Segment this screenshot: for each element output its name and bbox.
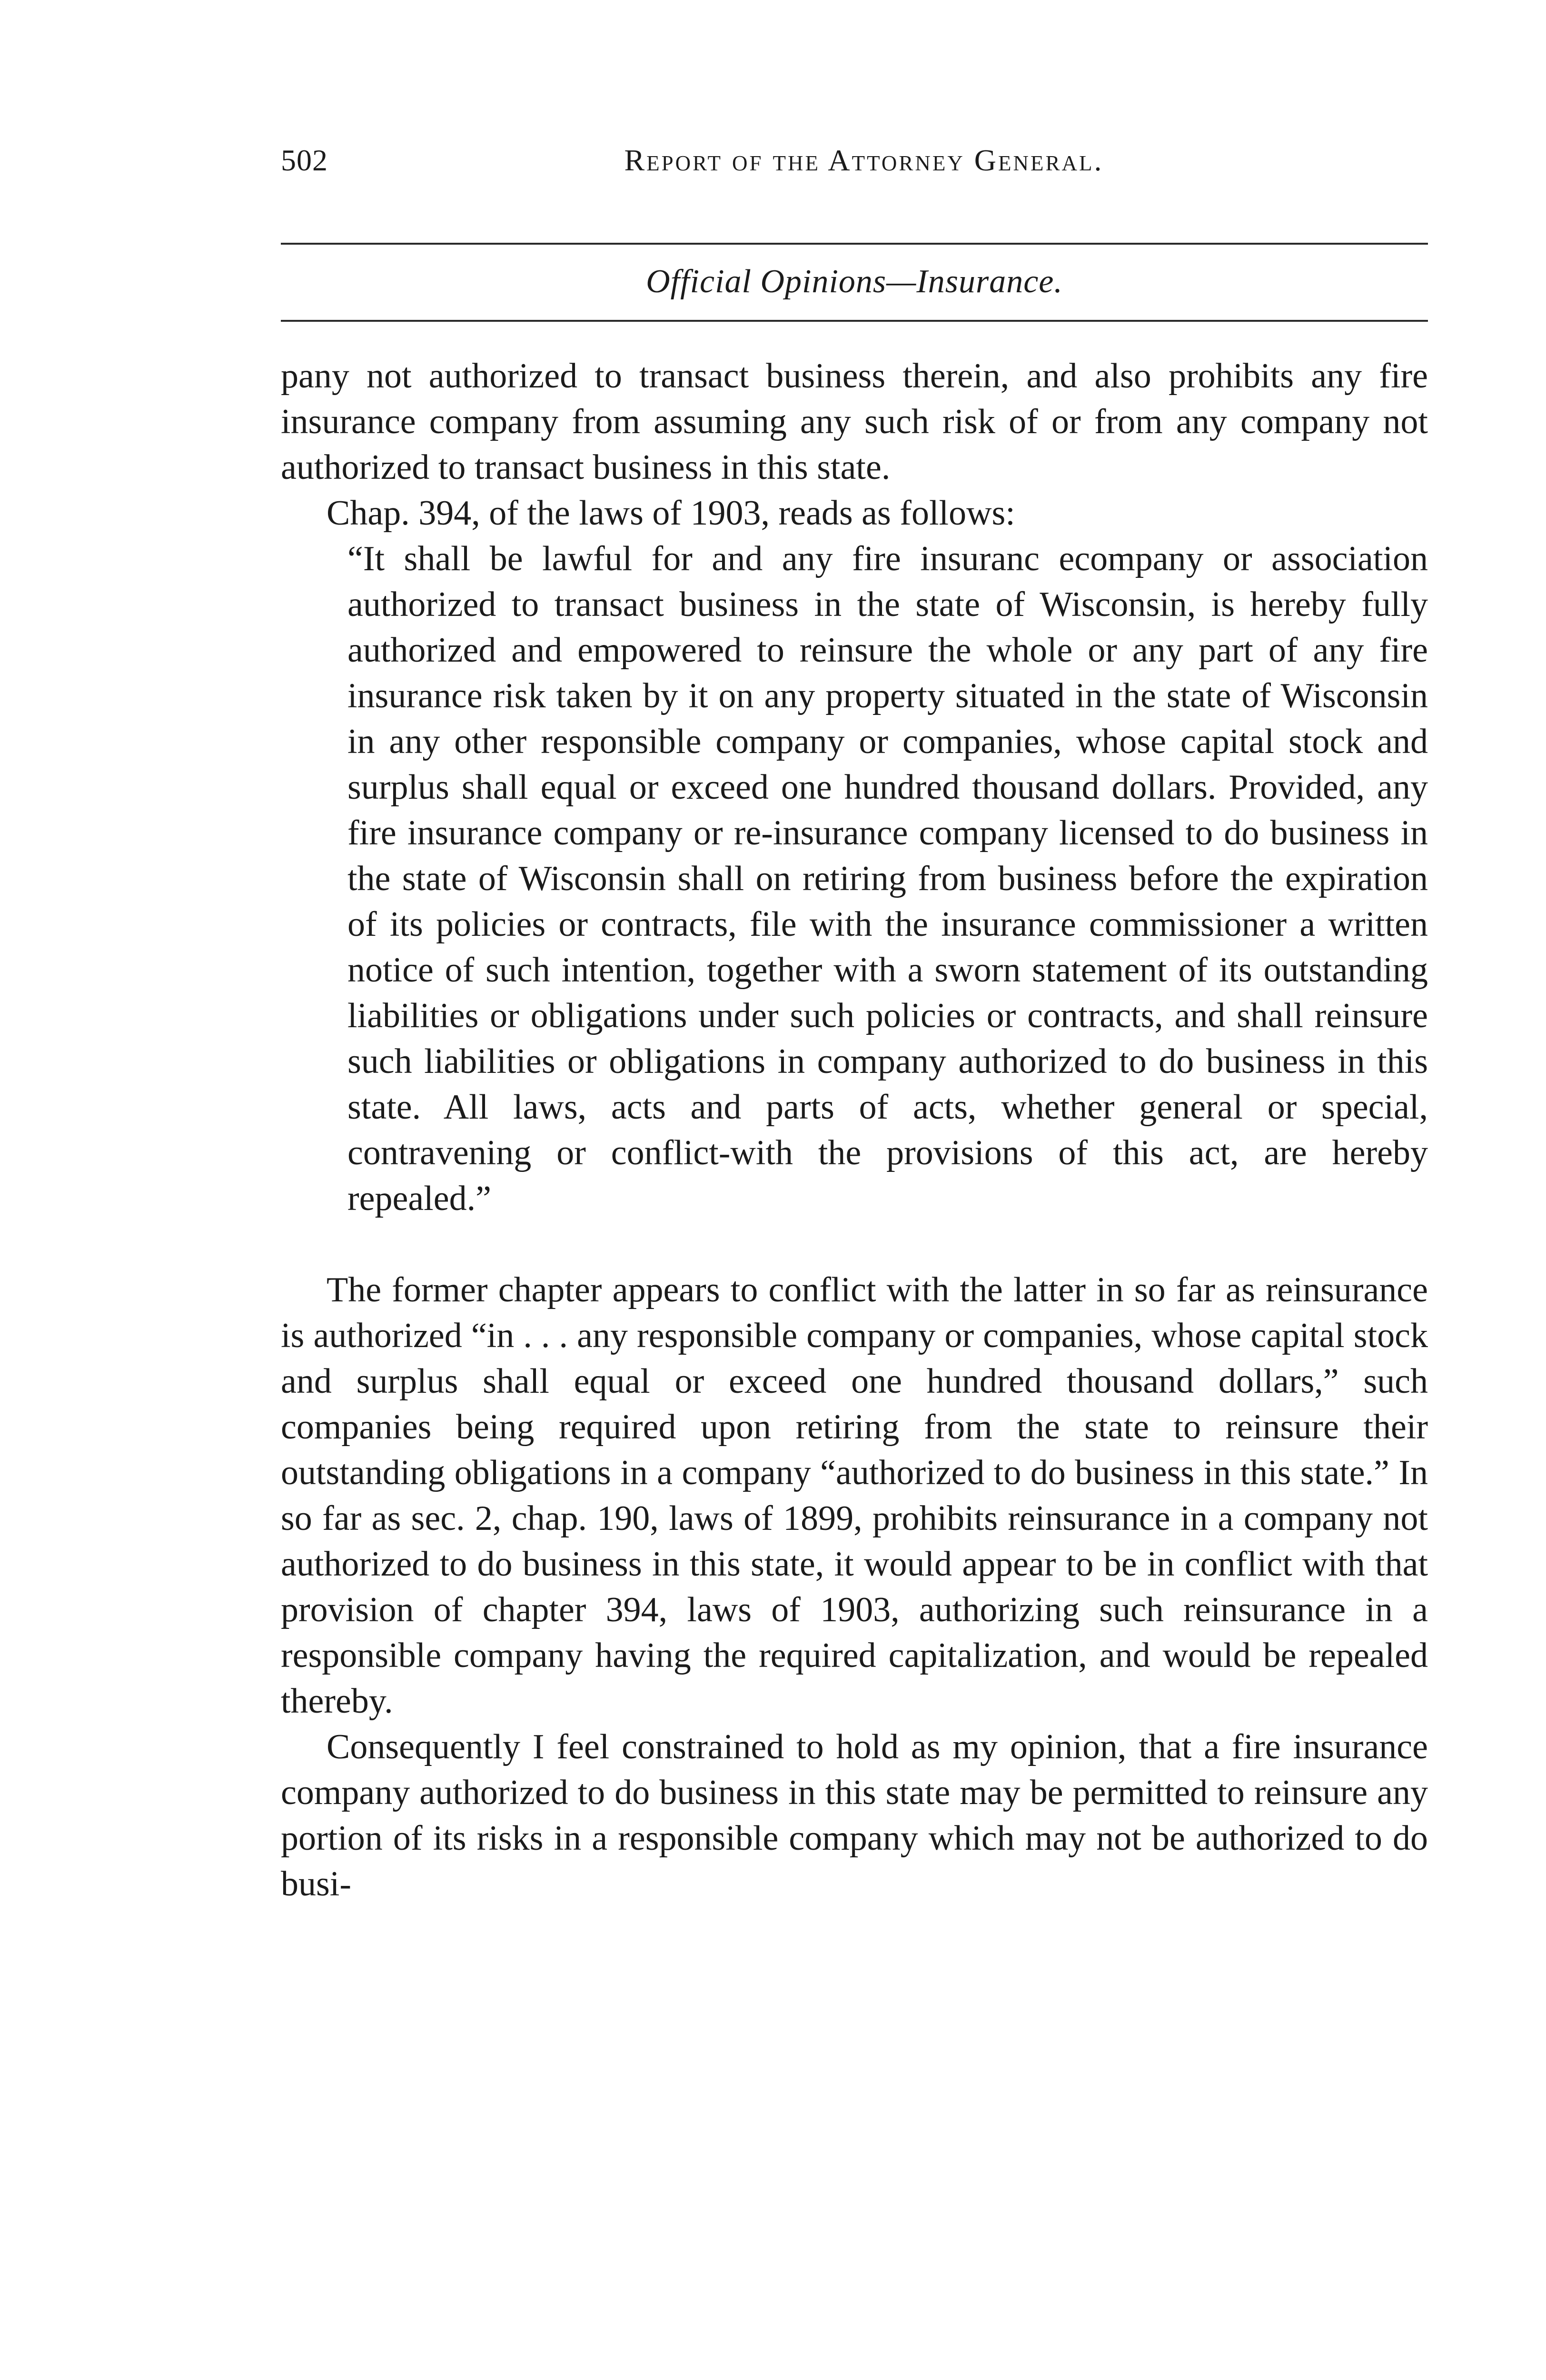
paragraph-analysis: The former chapter appears to conflict with the latter in so far as reinsurance is authorized “in . . . any responsible company or companies, whose capital stock and surplus shall equal or exceed one hundred thousand dollars,” such companies being required upon retiring from the state to reinsure their outstanding obligations in a company “authorized to do business in this state.” In so far as sec. 2, chap. 190, laws of 1899, prohibits reinsurance in a company not authorized to do business in this state, it would appear to be in conflict with that provision of chapter 394, laws of 1903, authorizing such reinsurance in a responsible company having the required capitalization, and would be repealed thereby.	[281, 1270, 1428, 1721]
paragraph-chapter-intro: Chap. 394, of the laws of 1903, reads as follows:	[327, 494, 1015, 533]
paragraph-spacer	[281, 1221, 1428, 1267]
document-page	[281, 143, 1428, 1907]
body-text	[281, 353, 1428, 1907]
block-quote-statute: “It shall be lawful for and any fire insuranc ecompany or association authorized to transact business in the state of Wisconsin, is hereby fully authorized and empowered to reinsure the whole or any part of any fire insurance risk taken by it on any property situated in the state of Wisconsin in any other responsible company or companies, whose capital stock and surplus shall equal or exceed one hundred thousand dollars. Provided, any fire insurance company or re-insurance company licensed to do business in the state of Wisconsin shall on retiring from business before the expiration of its policies or contracts, file with the insurance commissioner a written notice of such intention, together with a sworn statement of its outstanding liabilities or obligations under such policies or contracts, and shall reinsure such liabilities or obligations in company authorized to do business in this state. All laws, acts and parts of acts, whether general or special, contravening or conflict-with the provisions of this act, are hereby repealed.”	[347, 539, 1428, 1218]
header-rule-bottom	[281, 320, 1428, 322]
paragraph-opinion: Consequently I feel constrained to hold as my opinion, that a fire insurance company authorized to do business in this state may be permitted to reinsure any portion of its risks in a responsible company which may not be authorized to do busi-	[281, 1727, 1428, 1904]
page-number: 502	[281, 143, 328, 177]
page-header	[281, 143, 1428, 190]
paragraph-continuation: pany not authorized to transact business therein, and also prohibits any fire insurance company from assuming any such risk of or from any company not authorized to transact business in this state.	[281, 357, 1428, 487]
section-heading: Official Opinions—Insurance.	[646, 263, 1063, 300]
running-title: Report of the Attorney General.	[624, 143, 1104, 177]
